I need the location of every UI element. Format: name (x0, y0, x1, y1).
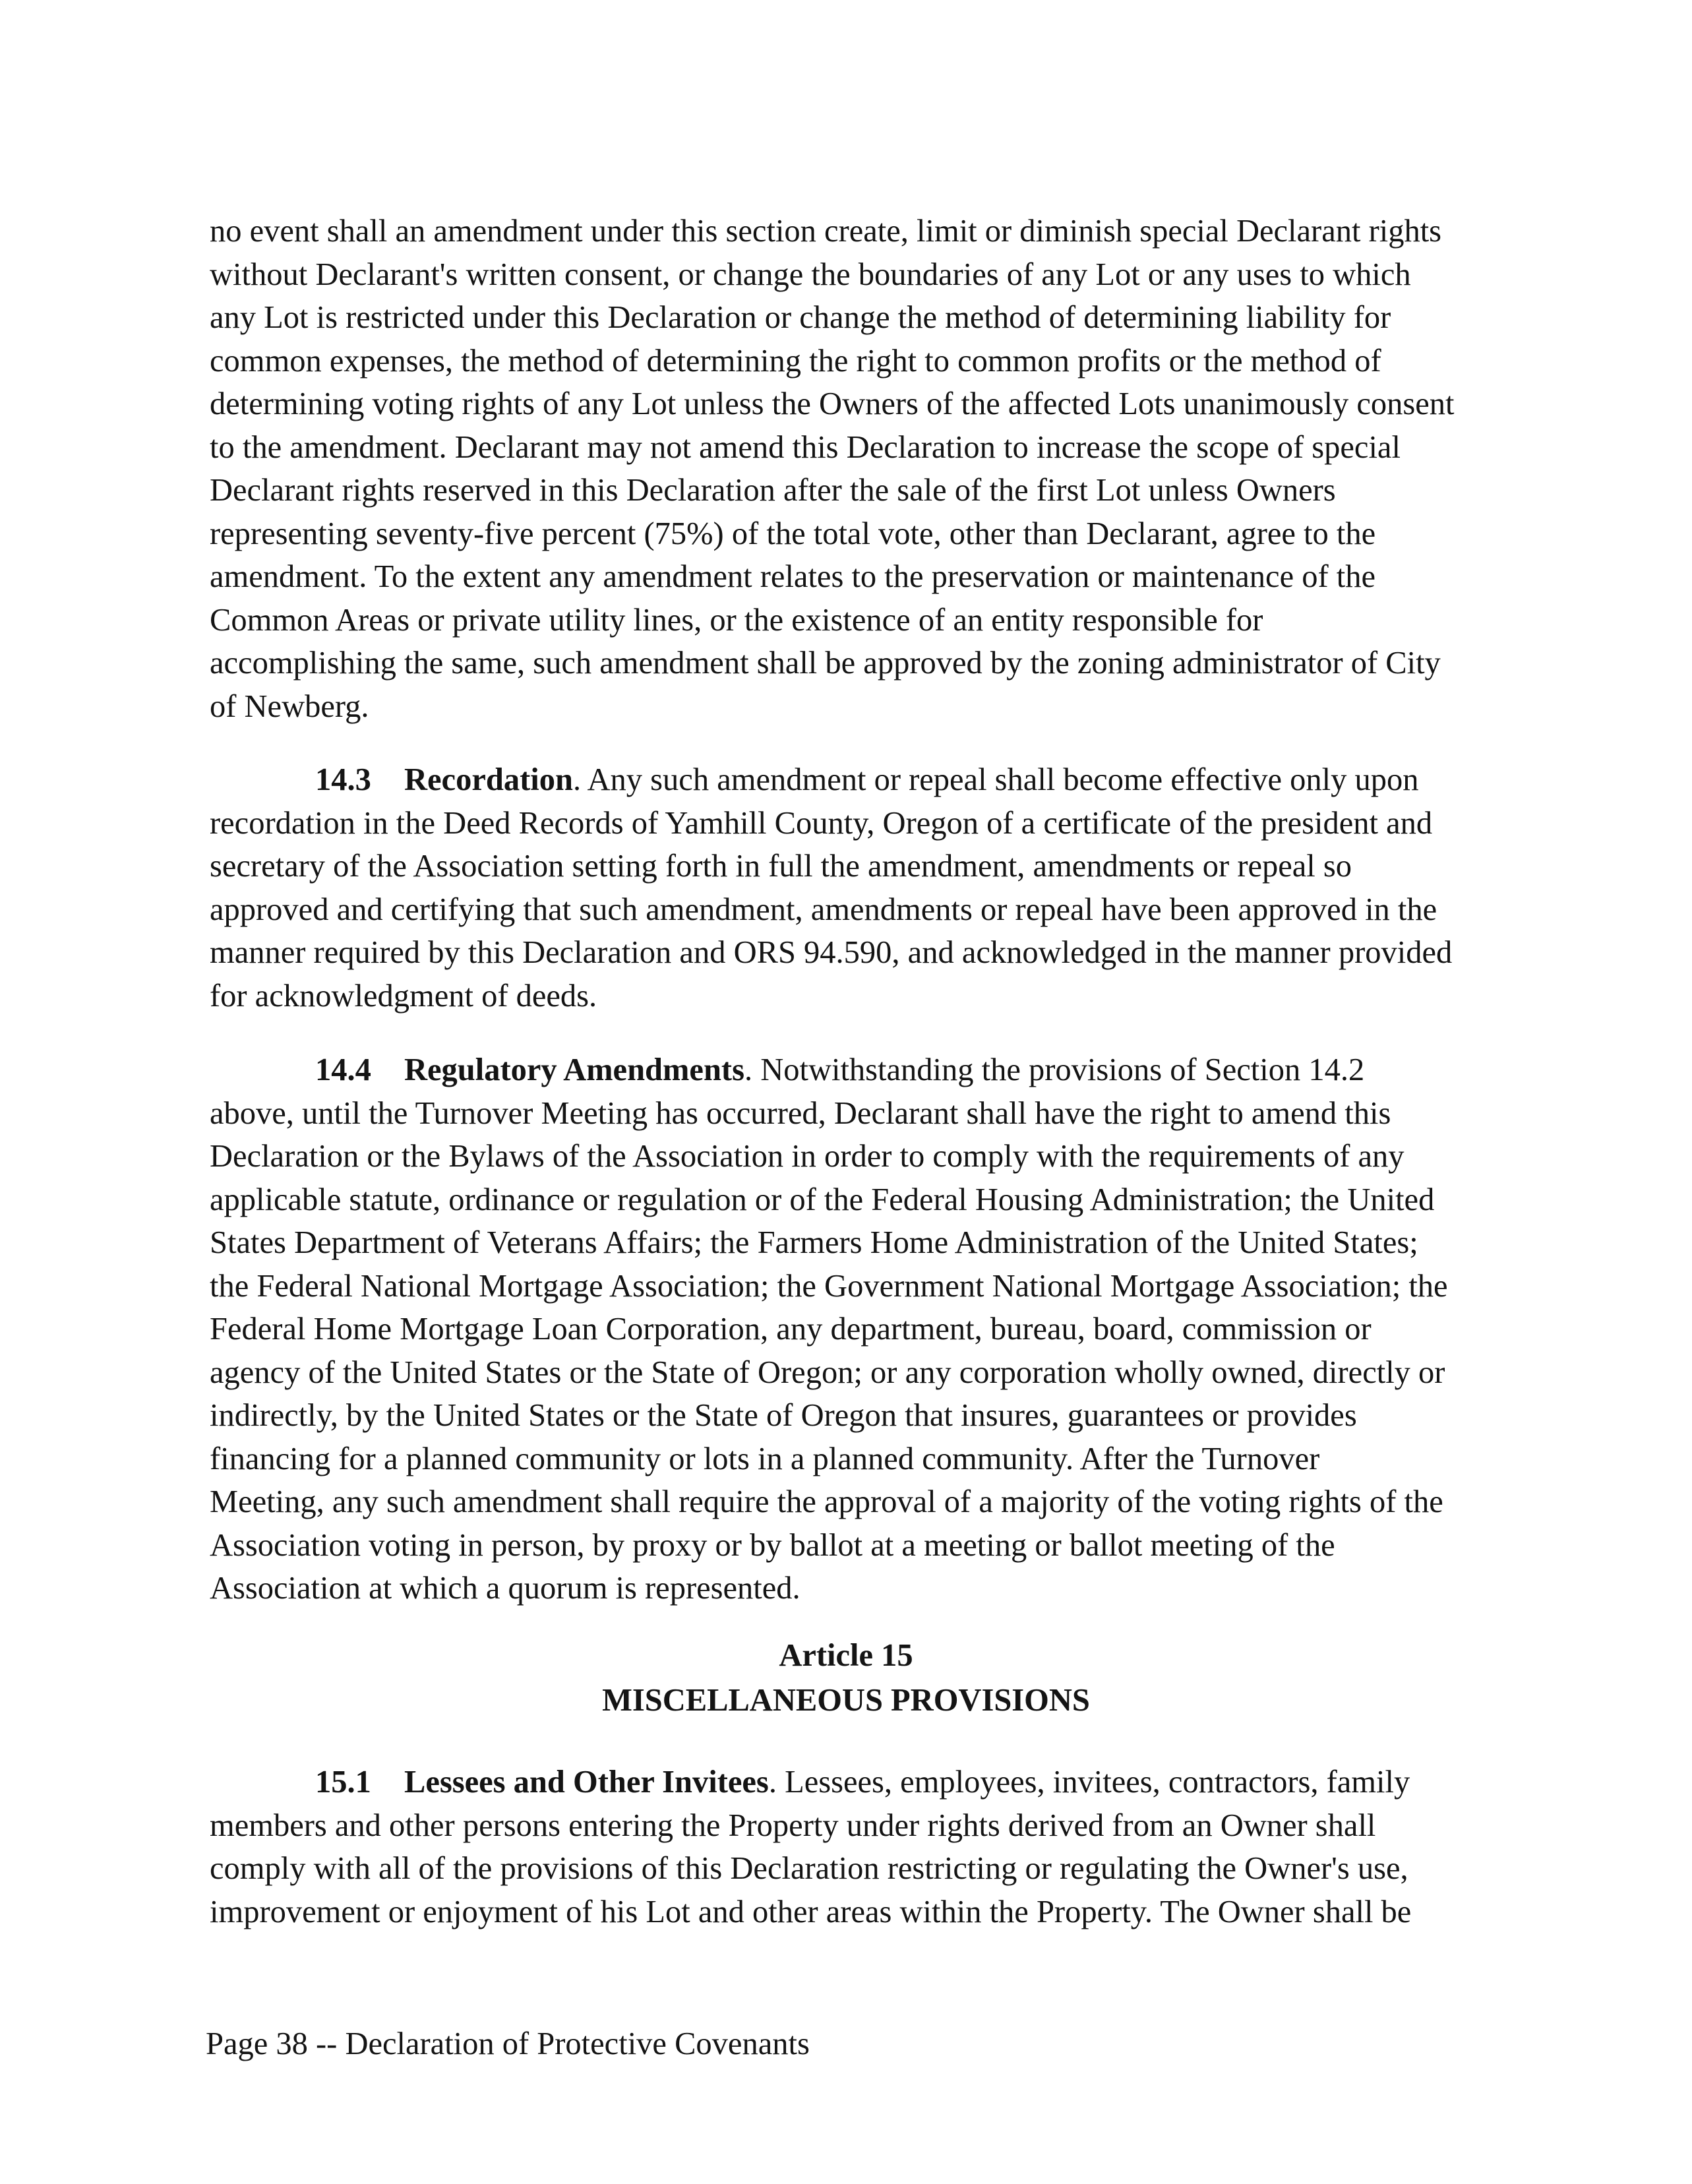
paragraph-line: States Department of Veterans Affairs; the Farmers Home Administration of the United States; (210, 1225, 1418, 1260)
paragraph-line: . Any such amendment or repeal shall become effective only upon (572, 762, 1419, 797)
article-heading: Article 15 (779, 1638, 913, 1673)
section-14-4 (210, 1048, 1509, 1610)
paragraph-line: improvement or enjoyment of his Lot and other areas within the Property. The Owner shall be (210, 1894, 1412, 1929)
paragraph-line: representing seventy-five percent (75%) of the total vote, other than Declarant, agree to the (210, 516, 1376, 551)
paragraph-line: . Lessees, employees, invitees, contractors, family (768, 1765, 1410, 1800)
section-number: 14.3 (315, 762, 371, 797)
paragraph-line: financing for a planned community or lots in a planned community. After the Turnover (210, 1441, 1320, 1476)
paragraph-line: amendment. To the extent any amendment relates to the preservation or maintenance of the (210, 559, 1376, 594)
paragraph-line: comply with all of the provisions of this Declaration restricting or regulating the Owner's use, (210, 1851, 1408, 1886)
paragraph-line: the Federal National Mortgage Association; the Government National Mortgage Association; the (210, 1268, 1448, 1304)
paragraph-line: secretary of the Association setting forth in full the amendment, amendments or repeal so (210, 849, 1352, 884)
paragraph-line: any Lot is restricted under this Declaration or change the method of determining liability for (210, 300, 1391, 335)
page-footer: Page 38 -- Declaration of Protective Covenants (206, 2026, 810, 2061)
paragraph-line: Declaration or the Bylaws of the Association in order to comply with the requirements of any (210, 1139, 1405, 1174)
continuation-paragraph (210, 210, 1509, 728)
paragraph-line: of Newberg. (210, 688, 369, 724)
paragraph-line: for acknowledgment of deeds. (210, 978, 597, 1014)
paragraph-line: Federal Home Mortgage Loan Corporation, any department, bureau, board, commission or (210, 1312, 1372, 1347)
paragraph-line: Declarant rights reserved in this Declaration after the sale of the first Lot unless Owners (210, 473, 1336, 508)
paragraph-line: manner required by this Declaration and ORS 94.590, and acknowledged in the manner provided (210, 935, 1453, 970)
paragraph-line: approved and certifying that such amendment, amendments or repeal have been approved in the (210, 892, 1437, 927)
section-number: 14.4 (315, 1052, 371, 1087)
paragraph-line: no event shall an amendment under this section create, limit or diminish special Declarant rights (210, 214, 1442, 249)
paragraph-line: without Declarant's written consent, or change the boundaries of any Lot or any uses to which (210, 257, 1411, 292)
paragraph-line: recordation in the Deed Records of Yamhill County, Oregon of a certificate of the president and (210, 805, 1433, 841)
paragraph-line: Association at which a quorum is represented. (210, 1571, 801, 1606)
section-14-3 (210, 758, 1509, 1017)
section-title: Recordation (404, 762, 573, 797)
paragraph-line: accomplishing the same, such amendment shall be approved by the zoning administrator of City (210, 646, 1441, 681)
paragraph-line: members and other persons entering the Property under rights derived from an Owner shall (210, 1807, 1376, 1843)
section-title: Lessees and Other Invitees (404, 1765, 769, 1800)
paragraph-line: to the amendment. Declarant may not amend this Declaration to increase the scope of special (210, 429, 1401, 465)
section-number: 15.1 (315, 1765, 371, 1800)
paragraph-line: common expenses, the method of determining the right to common profits or the method of (210, 343, 1381, 379)
section-title: Regulatory Amendments (404, 1052, 744, 1087)
paragraph-line: . Notwithstanding the provisions of Section 14.2 (744, 1052, 1365, 1087)
paragraph-line: Association voting in person, by proxy or by ballot at a meeting or ballot meeting of the (210, 1527, 1335, 1563)
paragraph-line: Common Areas or private utility lines, or the existence of an entity responsible for (210, 602, 1263, 638)
paragraph-line: Meeting, any such amendment shall require the approval of a majority of the voting rights of the (210, 1484, 1443, 1519)
paragraph-line: determining voting rights of any Lot unless the Owners of the affected Lots unanimously consent (210, 386, 1455, 421)
paragraph-line: above, until the Turnover Meeting has occurred, Declarant shall have the right to amend this (210, 1095, 1391, 1131)
paragraph-line: agency of the United States or the State of Oregon; or any corporation wholly owned, directly or (210, 1354, 1445, 1390)
paragraph-line: indirectly, by the United States or the State of Oregon that insures, guarantees or provides (210, 1398, 1357, 1433)
paragraph-line: applicable statute, ordinance or regulation or of the Federal Housing Administration; the United (210, 1182, 1435, 1217)
section-15-1 (210, 1761, 1509, 1933)
article-subheading: MISCELLANEOUS PROVISIONS (602, 1683, 1090, 1718)
